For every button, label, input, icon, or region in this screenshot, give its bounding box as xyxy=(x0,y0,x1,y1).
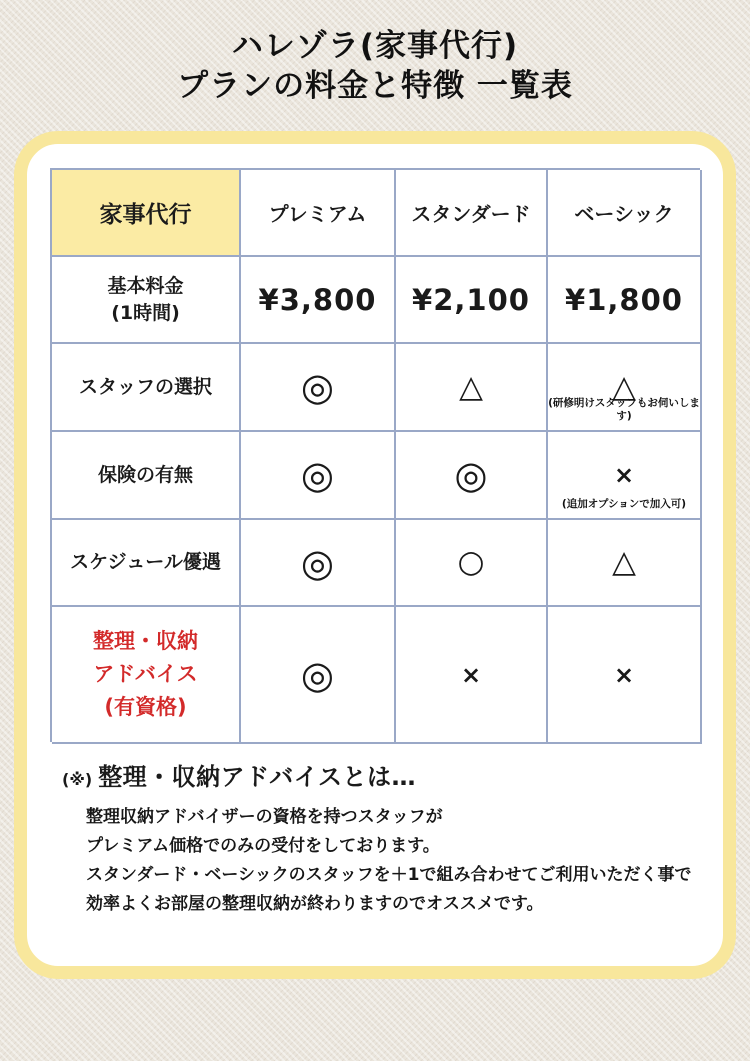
value-insurance-basic xyxy=(548,432,702,520)
row-label-line: (有資格) xyxy=(104,695,187,719)
double-circle-symbol: ◎ xyxy=(454,453,488,497)
value-schedule-basic xyxy=(548,520,702,607)
value-schedule-standard xyxy=(396,520,548,607)
double-circle-symbol: ◎ xyxy=(300,453,335,497)
page-title-line1: ハレゾラ(家事代行) xyxy=(231,28,519,64)
value-staff-basic xyxy=(548,344,702,432)
row-label-line: スケジュール優遇 xyxy=(70,551,221,573)
row-label-line: 整理・収納 xyxy=(93,629,198,653)
row-label-line: 基本料金 xyxy=(107,274,184,297)
plan-comparison-table xyxy=(50,168,700,742)
page-title xyxy=(0,26,750,106)
value-insurance-standard xyxy=(396,432,548,520)
column-header-premium: プレミアム xyxy=(241,170,396,257)
value-insurance-premium xyxy=(241,432,396,520)
row-label-line: スタッフの選択 xyxy=(78,375,212,398)
row-label-line: (1時間) xyxy=(111,301,180,324)
value-advice-premium xyxy=(241,607,396,744)
row-label-schedule xyxy=(52,520,241,607)
triangle-symbol: △ xyxy=(612,368,636,405)
footnote-title: 整理・収納アドバイスとは… xyxy=(98,763,416,791)
column-header-basic: ベーシック xyxy=(548,170,702,257)
cross-symbol: × xyxy=(613,660,635,689)
price-standard: ¥2,100 xyxy=(396,257,548,344)
triangle-symbol: △ xyxy=(612,544,636,580)
cross-symbol: × xyxy=(460,660,482,689)
footnote-marker: (※) xyxy=(62,770,93,789)
row-label-base-price xyxy=(52,257,241,344)
value-staff-premium xyxy=(241,344,396,432)
circle-symbol: ○ xyxy=(457,544,485,580)
footnote-heading xyxy=(62,757,416,792)
row-label-insurance xyxy=(52,432,241,520)
table-corner-header: 家事代行 xyxy=(52,170,241,257)
cell-note: (追加オプションで加入可) xyxy=(561,498,687,510)
row-label-staff-selection xyxy=(52,344,241,432)
double-circle-symbol: ◎ xyxy=(300,365,335,409)
row-label-line: アドバイス xyxy=(93,662,198,686)
row-label-line: 保険の有無 xyxy=(97,463,193,486)
cross-symbol: × xyxy=(613,461,635,489)
footnote-body xyxy=(86,803,706,919)
cell-note: (研修明けスタッフもお伺いします) xyxy=(548,397,700,422)
double-circle-symbol: ◎ xyxy=(300,652,335,697)
footnote-line: プレミアム価格でのみの受付をしております。 xyxy=(86,836,440,856)
triangle-symbol: △ xyxy=(459,368,483,405)
footnote-line: 効率よくお部屋の整理収納が終わりますのでオススメです。 xyxy=(86,894,544,914)
double-circle-symbol: ◎ xyxy=(300,540,335,585)
column-header-standard: スタンダード xyxy=(396,170,548,257)
price-premium: ¥3,800 xyxy=(241,257,396,344)
value-schedule-premium xyxy=(241,520,396,607)
footnote-line: 整理収納アドバイザーの資格を持つスタッフが xyxy=(86,807,443,827)
value-advice-standard xyxy=(396,607,548,744)
value-staff-standard xyxy=(396,344,548,432)
page-title-line2: プランの料金と特徴 一覧表 xyxy=(177,68,573,104)
price-basic: ¥1,800 xyxy=(548,257,702,344)
footnote-line: スタンダード・ベーシックのスタッフを＋1で組み合わせてご利用いただく事で xyxy=(86,865,692,885)
row-label-organizing-advice xyxy=(52,607,241,744)
value-advice-basic xyxy=(548,607,702,744)
